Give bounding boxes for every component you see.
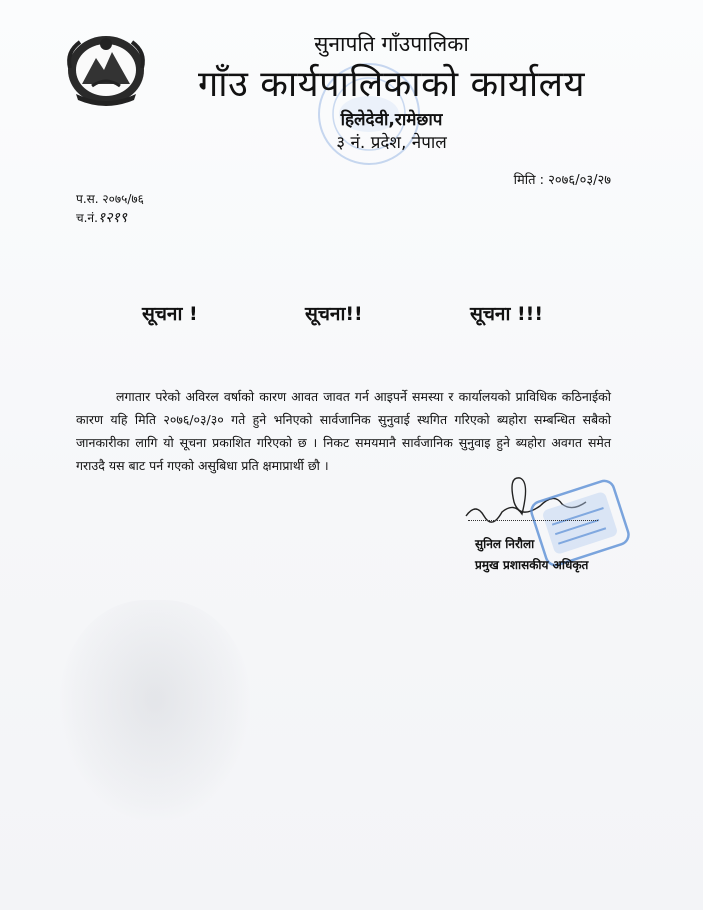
notice-body: लगातार परेको अविरल वर्षाको कारण आवत जावत गर्न आइपर्ने समस्या र कार्यालयको प्राविधिक कठिनाईको कारण यहि मिति २०७६/०३/३० गते हुने भनिएको सार्वजानिक सुनुवाई स्थगित गरिएको ब्यहोरा सम्बन्धित सबैको जानकारीका लागि यो सूचना प्रकाशित गरिएको छ । निकट समयमानै सार्वजानिक सुनुवाइ हुने ब्यहोरा अवगत समेत गराउदै यस बाट पर्न गएको असुबिधा प्रति क्षमाप्रार्थी छौ । [76, 389, 611, 473]
dispatch-number: १२१९ [97, 210, 128, 226]
signatory-name: सुनिल निरौला [475, 537, 535, 551]
fiscal-year-ref: प.स. २०७५/७६ [76, 192, 144, 206]
office-title: गाँउ कार्यपालिकाको कार्यालय [198, 64, 585, 105]
dispatch-label: च.नं. [76, 211, 98, 225]
smudge-mark [60, 600, 250, 820]
office-address: हिलेदेवी,रामेछाप [340, 110, 443, 130]
notice-heading-2: सूचना!! [305, 303, 363, 325]
signature-line [468, 520, 598, 521]
municipality-name: सुनापति गाँउपालिका [314, 32, 469, 56]
notice-heading-1: सूचना ! [142, 303, 198, 325]
signatory-title: प्रमुख प्रशासकीय अधिकृत [475, 558, 589, 572]
dispatch-number-ref [76, 208, 127, 227]
notice-heading-3: सूचना !!! [470, 303, 543, 325]
office-province: ३ नं. प्रदेश, नेपाल [336, 133, 447, 153]
letter-date: मिति : २०७६/०३/२७ [513, 173, 611, 188]
